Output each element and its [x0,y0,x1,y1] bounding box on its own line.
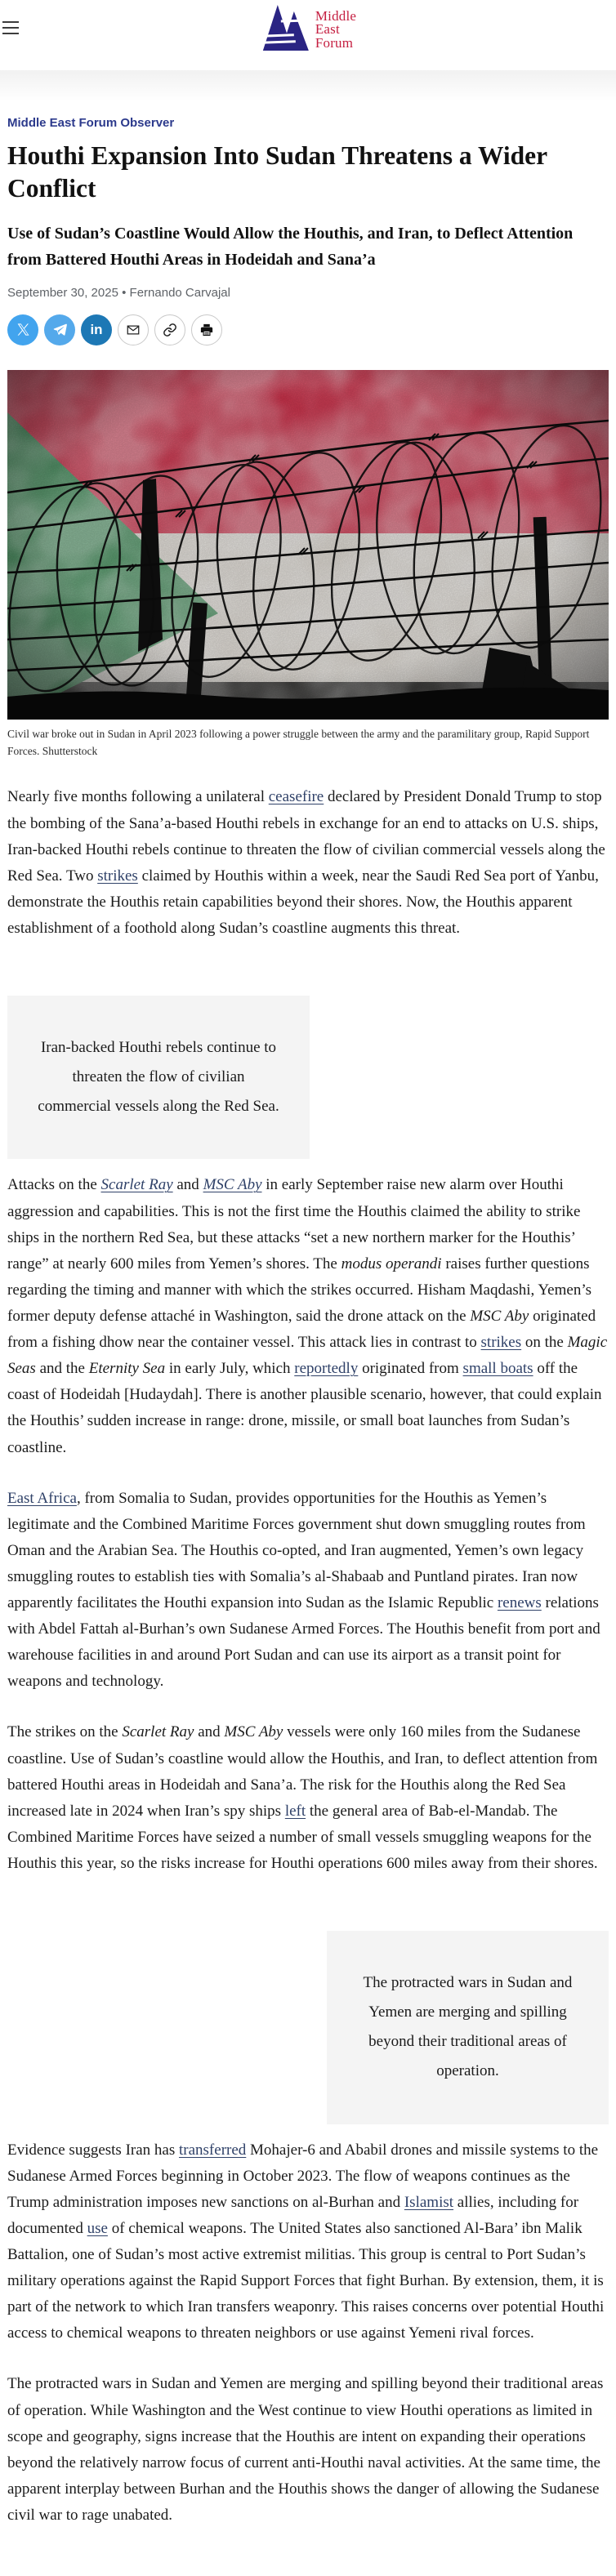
paragraph-2 [7,1172,609,1460]
text-segment: Mohajer-6 and Ababil drones and missile systems to the Sudanese Armed Forces beginning in October 2023. The flow of weapons continues as the Trump administration imposes new sanctions on al-Burhan and [7,2141,599,2211]
inline-link[interactable]: strikes [97,867,138,885]
text-segment: claimed by Houthis within a week, near the Saudi Red Sea port of Yanbu, demonstrate the Houthis retain capabilities beyond their shores. Now, the Houthis apparent establishment of a foothold along Sudan’s coastline augments this threat. [7,867,599,938]
link-icon [163,323,177,337]
text-segment: MSC Aby [224,1723,283,1741]
text-segment: originated from a fishing dhow near the container vessel. This attack lies in contrast to [7,1307,596,1352]
inline-link[interactable]: left [284,1802,306,1820]
paragraph-4 [7,1719,609,1877]
inline-link[interactable]: East Africa [7,1489,77,1507]
text-segment: allies, including for documented [7,2193,579,2237]
inline-link[interactable]: reportedly [294,1360,359,1378]
text-segment: Attacks on the [7,1176,101,1194]
article-main [0,116,616,2576]
text-segment: The protracted wars in Sudan and Yemen are merging and spilling beyond their traditional areas of operation. While Washington and the West continue to view Houthi operations as limited in scope and geography, signs increase that the Houthis are intent on expanding their operations beyond the relatively narrow focus of current anti-Houthi naval activities. At the same time, the apparent interplay between Burhan and the Houthis shows the danger of allowing the Sudanese civil war to rage unabated. [7,2375,604,2524]
inline-link[interactable]: Islamist [404,2193,454,2211]
inline-link[interactable]: small boats [462,1360,533,1378]
paragraph-1 [7,784,609,942]
share-telegram-button[interactable] [44,314,75,345]
linkedin-icon: in [90,322,103,338]
paragraph-2-wrap [7,966,609,1460]
header-gradient-band [0,70,616,101]
byline-separator: • [122,285,127,300]
text-segment: in early July, which [165,1360,295,1378]
breadcrumb-category[interactable]: Middle East Forum Observer [7,116,175,130]
site-logo[interactable] [260,3,356,56]
share-toolbar [7,314,609,345]
text-segment: Eternity Sea [88,1360,166,1378]
text-segment: the general area of Bab-el-Mandab. The Combined Maritime Forces have seized a number of small vessels smuggling weapons for the Houthis this year, so the risks increase for Houthi operations 600 miles away from their shores. [7,1802,598,1873]
pullquote-right: The protracted wars in Sudan and Yemen are merging and spilling beyond their traditional areas of operation. [327,1931,609,2124]
paragraph-5-wrap [7,1901,609,2346]
share-linkedin-button[interactable] [81,314,112,345]
text-segment: in early September raise new alarm over Houthi aggression and capabilities. This is not the first time the Houthis claimed the ability to strike ships in the northern Red Sea, but these attacks “set a new northern marker for the Houthis’ range” at nearly 600 miles from Yemen’s shores. The [7,1176,581,1272]
article-subtitle: Use of Sudan’s Coastline Would Allow the Houthis, and Iran, to Deflect Attention from Battered Houthi Areas in Hodeidah and Sana’a [7,224,574,269]
text-segment: on the [521,1334,568,1352]
text-segment: Scarlet Ray [122,1723,194,1741]
text-segment: vessels were only 160 miles from the Sudanese coastline. Use of Sudan’s coastline would allow the Houthis, and Iran, to deflect attention from battered Houthi areas in Hodeidah and Sana’a. The risk for the Houthis along the Red Sea increased late in 2024 when Iran’s spy ships [7,1723,598,1820]
text-segment: , from Somalia to Sudan, provides opportunities for the Houthis as Yemen’s legitimate and the Combined Maritime Forces government shut down smuggling routes from Oman and the Arabian Sea. The Houthis co-opted, and Iran augmented, Yemen’s own legacy smuggling routes to establish ties with Somalia’s al-Shabaab and Puntland pirates. Iran now apparently facilitates the Houthi expansion into Sudan as the Islamic Republic [7,1489,586,1612]
page-title: Houthi Expansion Into Sudan Threatens a Wider Conflict [7,141,547,203]
text-segment: Nearly five months following a unilateral [7,788,269,806]
text-segment: and [194,1723,225,1741]
text-segment: Magic Seas [7,1334,608,1378]
inline-link[interactable]: ceasefire [268,788,324,806]
text-segment: Evidence suggests Iran has [7,2141,179,2159]
text-segment: originated from [358,1360,463,1378]
byline [7,286,609,300]
text-segment: relations with Abdel Fattah al-Burhan’s own Sudanese Armed Forces. The Houthis benefit from port and warehouse facilities in and around Port Sudan and can use its airport as a transit point for weapons and technology. [7,1594,600,1691]
share-email-button[interactable] [118,314,149,345]
telegram-icon [52,322,68,337]
logo-mountains-icon [260,3,310,56]
hero-image-sudan-flag-barbed-wire [7,370,609,720]
inline-link[interactable]: use [87,2219,108,2237]
text-segment: of chemical weapons. The United States also sanctioned Al-Bara’ ibn Malik Battalion, one of Sudan’s most active extremist militias. This group is central to Port Sudan’s military operations against the Rapid Support Forces that fight Burhan. By extension, them, it is part of the network to which Iran transfers weaponry. This raises concerns over potential Houthi access to chemical weapons to threaten neighbors or use against Yemeni rival forces. [7,2219,605,2342]
paragraph-5 [7,2137,609,2347]
publish-date: September 30, 2025 [7,285,118,300]
paragraph-3 [7,1486,609,1696]
pullquote-left: Iran-backed Houthi rebels continue to threaten the flow of civilian commercial vessels along the Red Sea. [7,996,310,1159]
text-segment: off the coast of Hodeidah [Hudaydah]. There is another plausible scenario, however, that could explain the Houthis’ sudden increase in range: drone, missile, or small boat launches from Sudan’s coastline. [7,1360,602,1456]
text-segment: and the [35,1360,89,1378]
inline-link[interactable]: MSC Aby [203,1176,262,1194]
text-segment: raises further questions regarding the timing and manner with which the strikes occurred. Hisham Maqdashi, Yemen’s former deputy defense attaché in Washington, said the drone attack on the [7,1255,591,1325]
share-x-button[interactable] [7,314,38,345]
text-segment: The strikes on the [7,1723,123,1741]
inline-link[interactable]: Scarlet Ray [100,1176,173,1194]
x-icon [16,323,30,336]
article-body [7,784,609,2576]
text-segment: and [172,1176,203,1194]
share-copy-link-button[interactable] [154,314,185,345]
inline-link[interactable]: strikes [480,1334,522,1352]
printer-icon [199,323,214,337]
text-segment: modus operandi [341,1255,442,1272]
site-header [0,0,616,70]
image-caption: Civil war broke out in Sudan in April 2023 following a power struggle between the army and the paramilitary group, Rapid Support Forces. Shutterstock [7,727,590,757]
inline-link[interactable]: renews [497,1594,542,1612]
author-name: Fernando Carvajal [129,285,230,300]
share-print-button[interactable] [191,314,222,345]
paragraph-6 [7,2371,609,2529]
envelope-icon [126,323,141,337]
text-segment: MSC Aby [470,1307,529,1325]
logo-wordmark: Middle East Forum [315,7,357,51]
text-segment: declared by President Donald Trump to stop the bombing of the Sana’a-based Houthi rebels in exchange for an end to attacks on U.S. ships, Iran-backed Houthi rebels continue to threaten the flow of civilian commercial vessels along the Red Sea. Two [7,788,605,885]
menu-hamburger-icon[interactable] [2,21,19,34]
inline-link[interactable]: transferred [179,2141,247,2159]
